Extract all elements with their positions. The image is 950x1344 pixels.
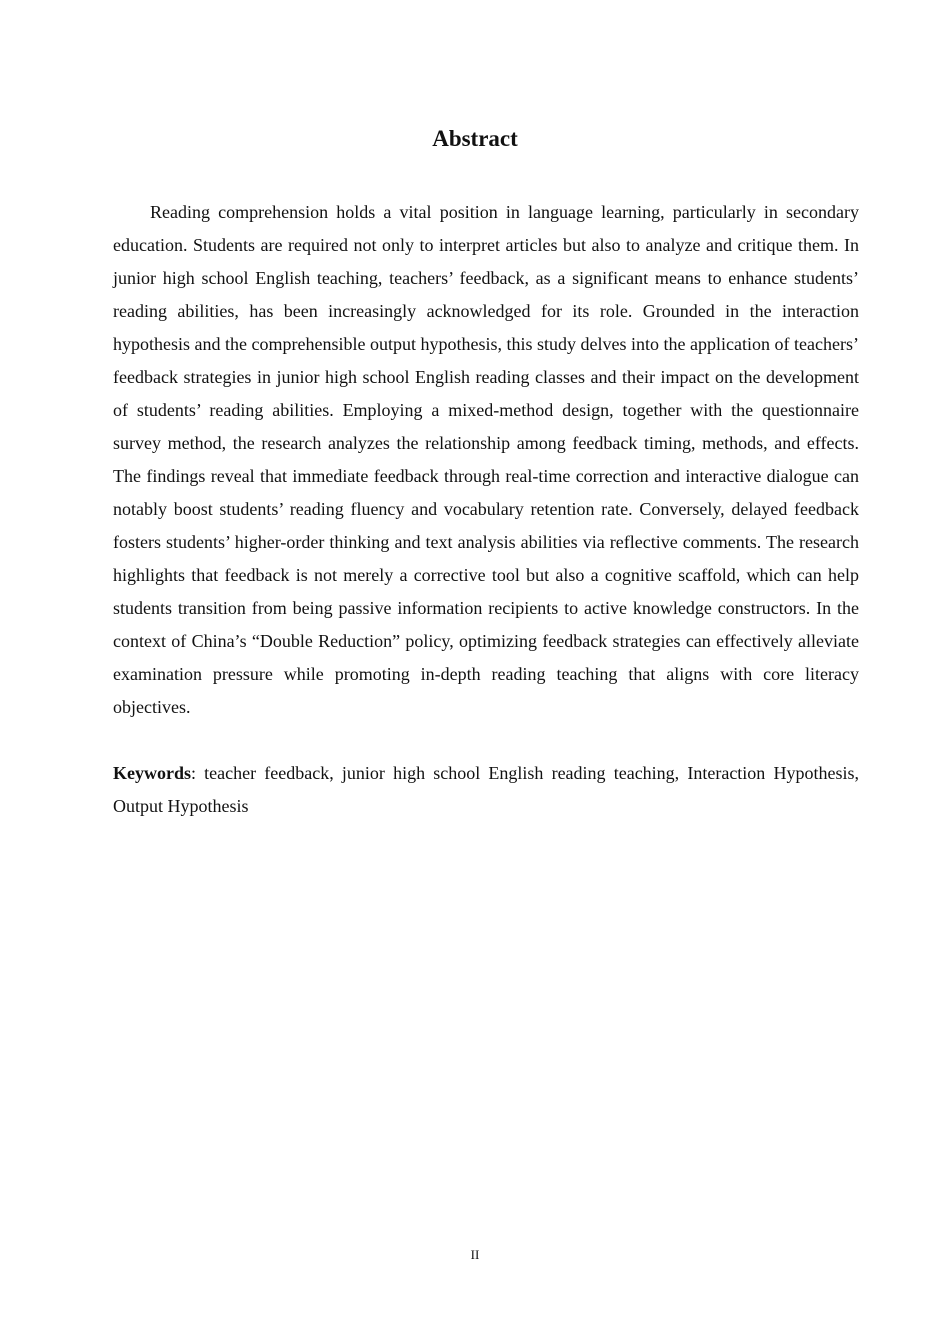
abstract-title: Abstract [432,126,518,151]
keywords-line [113,757,859,823]
keywords-text: teacher feedback, junior high school English reading teaching, Interaction Hypothesis, Output Hypothesis [113,763,859,816]
page-number: II [470,1247,480,1262]
abstract-body: Reading comprehension holds a vital position in language learning, particularly in secondary education. Students are required not only to interpret articles but also to analyze and critique them. In junior high school English teaching, teachers’ feedback, as a significant means to enhance students’ reading abilities, has been increasingly acknowledged for its role. Grounded in the interaction hypothesis and the comprehensible output hypothesis, this study delves into the application of teachers’ feedback strategies in junior high school English reading classes and their impact on the development of students’ reading abilities. Employing a mixed-method design, together with the questionnaire survey method, the research analyzes the relationship among feedback timing, methods, and effects. The findings reveal that immediate feedback through real-time correction and interactive dialogue can notably boost students’ reading fluency and vocabulary retention rate. Conversely, delayed feedback fosters students’ higher-order thinking and text analysis abilities via reflective comments. The research highlights that feedback is not merely a corrective tool but also a cognitive scaffold, which can help students transition from being passive information recipients to active knowledge constructors. In the context of China’s “Double Reduction” policy, optimizing feedback strategies can effectively alleviate examination pressure while promoting in-depth reading teaching that aligns with core literacy objectives. [113,202,859,717]
keywords-label: Keywords [113,763,191,783]
abstract-content [113,196,859,823]
keywords-separator: : [191,763,205,783]
